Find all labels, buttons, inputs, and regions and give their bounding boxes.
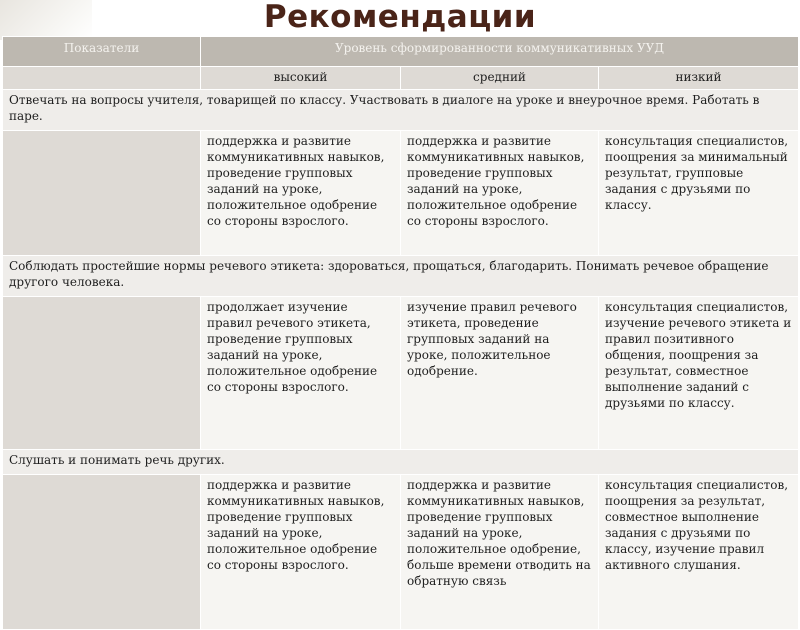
row-empty-cell — [3, 475, 201, 630]
header-indicators: Показатели — [3, 37, 201, 67]
row-empty-cell — [3, 297, 201, 450]
indicator-row — [3, 90, 799, 131]
row-empty-cell — [3, 131, 201, 256]
recommendation-row — [3, 131, 799, 256]
rec-high: продолжает изучение правил речевого этикета, проведение групповых заданий на уроке, положительное одобрение со стороны взрослого. — [201, 297, 401, 450]
rec-medium: изучение правил речевого этикета, проведение групповых заданий на уроке, положительное одобрение. — [401, 297, 599, 450]
page-title: Рекомендации — [263, 0, 537, 35]
rec-low: консультация специалистов, изучение речевого этикета и правил позитивного общения, поощрения за результат, совместное выполнение заданий с друзьями по классу. — [599, 297, 799, 450]
recommendations-table — [2, 36, 799, 630]
indicator-text: Отвечать на вопросы учителя, товарищей по классу. Участвовать в диалоге на уроке и внеурочное время. Работать в паре. — [3, 90, 799, 131]
rec-low: консультация специалистов, поощрения за результат, совместное выполнение задания с друзьями по классу, изучение правил активного слушания. — [599, 475, 799, 630]
indicator-text: Соблюдать простейшие нормы речевого этикета: здороваться, прощаться, благодарить. Понимать речевое обращение другого человека. — [3, 256, 799, 297]
indicator-row — [3, 256, 799, 297]
rec-high: поддержка и развитие коммуникативных навыков, проведение групповых заданий на уроке, положительное одобрение со стороны взрослого. — [201, 131, 401, 256]
rec-high: поддержка и развитие коммуникативных навыков, проведение групповых заданий на уроке, положительное одобрение со стороны взрослого. — [201, 475, 401, 630]
level-low: низкий — [599, 67, 799, 90]
levels-empty-cell — [3, 67, 201, 90]
recommendation-row — [3, 475, 799, 630]
header-level: Уровень сформированности коммуникативных УУД — [201, 37, 799, 67]
rec-low: консультация специалистов, поощрения за минимальный результат, групповые задания с друзьями по классу. — [599, 131, 799, 256]
levels-row — [3, 67, 799, 90]
indicator-row — [3, 450, 799, 475]
level-high: высокий — [201, 67, 401, 90]
rec-medium: поддержка и развитие коммуникативных навыков, проведение групповых заданий на уроке, положительное одобрение со стороны взрослого. — [401, 131, 599, 256]
level-medium: средний — [401, 67, 599, 90]
indicator-text: Слушать и понимать речь других. — [3, 450, 799, 475]
rec-medium: поддержка и развитие коммуникативных навыков, проведение групповых заданий на уроке, положительное одобрение, больше времени отводить на обратную связь — [401, 475, 599, 630]
table-header-row — [3, 37, 799, 67]
recommendation-row — [3, 297, 799, 450]
